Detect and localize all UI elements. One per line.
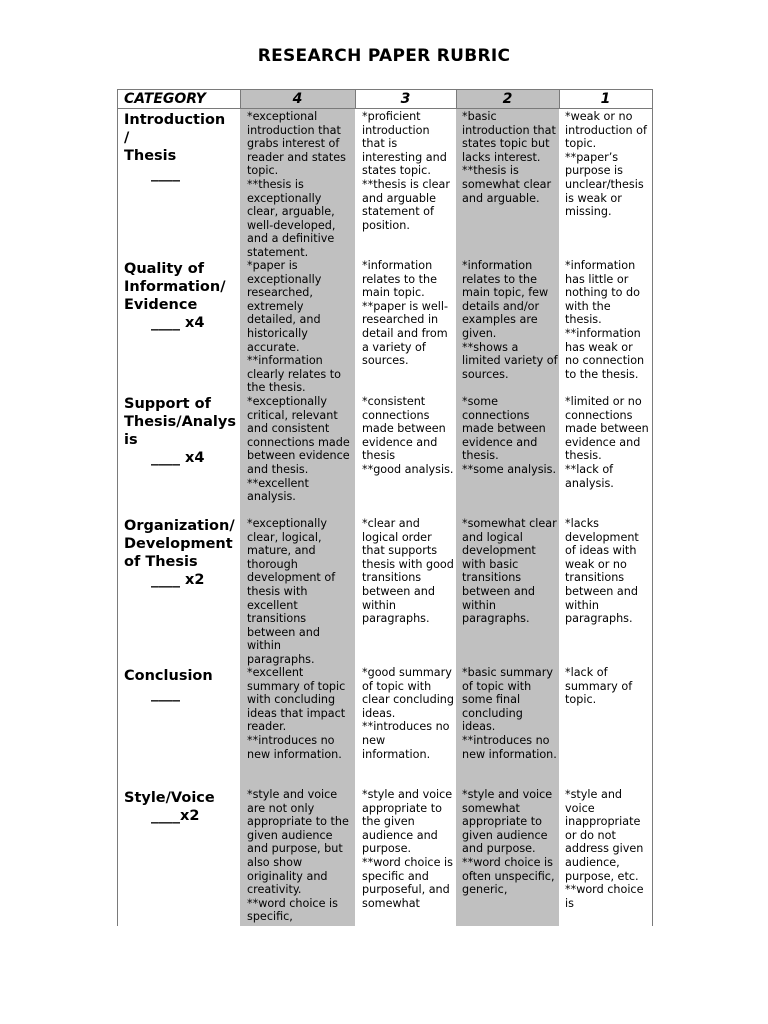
- cell-conclusion-3: *good summary of topic with clear concluding ideas. **introduces no new information.: [362, 666, 454, 761]
- score-blank: ____ x2: [151, 572, 205, 588]
- category-style-voice: [124, 789, 236, 825]
- cell-quality-1: *information has little or nothing to do with the thesis. **information has weak or no connection to the thesis.: [565, 259, 645, 381]
- header-level-3: 3: [400, 91, 411, 107]
- category-label: Support of Thesis/Analysis: [124, 396, 236, 448]
- score-blank: ____: [151, 686, 180, 702]
- cell-conclusion-2: *basic summary of topic with some final concluding ideas. **introduces no new information.: [462, 666, 557, 761]
- category-organization: [124, 517, 236, 589]
- category-label: Conclusion: [124, 668, 213, 684]
- cell-style-voice-1: *style and voice inappropriate or do not address given audience, purpose, etc. **word choice is: [565, 788, 644, 910]
- category-label: Organization/ Development of Thesis: [124, 518, 235, 570]
- category-label: Introduction / Thesis: [124, 112, 226, 164]
- cell-quality-3: *information relates to the main topic. **paper is well-researched in detail and from a variety of sources.: [362, 259, 449, 368]
- score-blank: ____x2: [151, 808, 200, 824]
- cell-support-1: *limited or no connections made between evidence and thesis. **lack of analysis.: [565, 395, 649, 490]
- category-label: Quality of Information/ Evidence: [124, 261, 226, 313]
- cell-introduction-2: *basic introduction that states topic but lacks interest. **thesis is somewhat clear and arguable.: [462, 110, 556, 205]
- header-level-2: 2: [502, 91, 513, 107]
- cell-conclusion-4: *excellent summary of topic with concluding ideas that impact reader. **introduces no new information.: [247, 666, 346, 761]
- cell-organization-2: *somewhat clear and logical development with basic transitions between and within paragraphs.: [462, 517, 557, 626]
- category-support: [124, 395, 236, 467]
- cell-style-voice-4: *style and voice are not only appropriate to the given audience and purpose, but also show originality and creativity. **word choice is specific,: [247, 788, 349, 924]
- cell-support-2: *some connections made between evidence and thesis. **some analysis.: [462, 395, 557, 476]
- header-underline: [118, 108, 652, 109]
- cell-organization-3: *clear and logical order that supports thesis with good transitions between and within paragraphs.: [362, 517, 454, 626]
- category-introduction: [124, 111, 236, 183]
- score-blank: ____: [151, 166, 180, 182]
- category-conclusion: [124, 667, 236, 703]
- cell-organization-1: *lacks development of ideas with weak or no transitions between and within paragraphs.: [565, 517, 639, 626]
- score-blank: ____ x4: [151, 315, 205, 331]
- cell-style-voice-2: *style and voice somewhat appropriate to given audience and purpose. **word choice is often unspecific, generic,: [462, 788, 555, 897]
- cell-support-3: *consistent connections made between evidence and thesis **good analysis.: [362, 395, 454, 476]
- cell-introduction-1: *weak or no introduction of topic. **paper’s purpose is unclear/thesis is weak or missing.: [565, 110, 647, 219]
- rubric-table: [117, 89, 653, 926]
- header-category: CATEGORY: [124, 91, 206, 107]
- cell-style-voice-3: *style and voice appropriate to the given audience and purpose. **word choice is specific and purposeful, and somewhat: [362, 788, 453, 910]
- score-blank: ____ x4: [151, 450, 205, 466]
- header-level-1: 1: [600, 91, 611, 107]
- category-quality: [124, 260, 236, 332]
- cell-conclusion-1: *lack of summary of topic.: [565, 666, 633, 707]
- cell-organization-4: *exceptionally clear, logical, mature, and thorough development of thesis with excellent transitions between and within paragraphs.: [247, 517, 336, 666]
- document-title: RESEARCH PAPER RUBRIC: [257, 46, 511, 66]
- cell-quality-2: *information relates to the main topic, few details and/or examples are given. **shows a limited variety of sources.: [462, 259, 558, 381]
- cell-quality-4: *paper is exceptionally researched, extremely detailed, and historically accurate. **information clearly relates to the thesis.: [247, 259, 341, 395]
- cell-introduction-4: *exceptional introduction that grabs interest of reader and states topic. **thesis is exceptionally clear, arguable, well-developed, and a definitive statement.: [247, 110, 347, 259]
- cell-introduction-3: *proficient introduction that is interesting and states topic. **thesis is clear and arguable statement of position.: [362, 110, 450, 232]
- header-level-4: 4: [292, 91, 303, 107]
- category-label: Style/Voice: [124, 790, 215, 806]
- cell-support-4: *exceptionally critical, relevant and consistent connections made between evidence and thesis. **excellent analysis.: [247, 395, 350, 504]
